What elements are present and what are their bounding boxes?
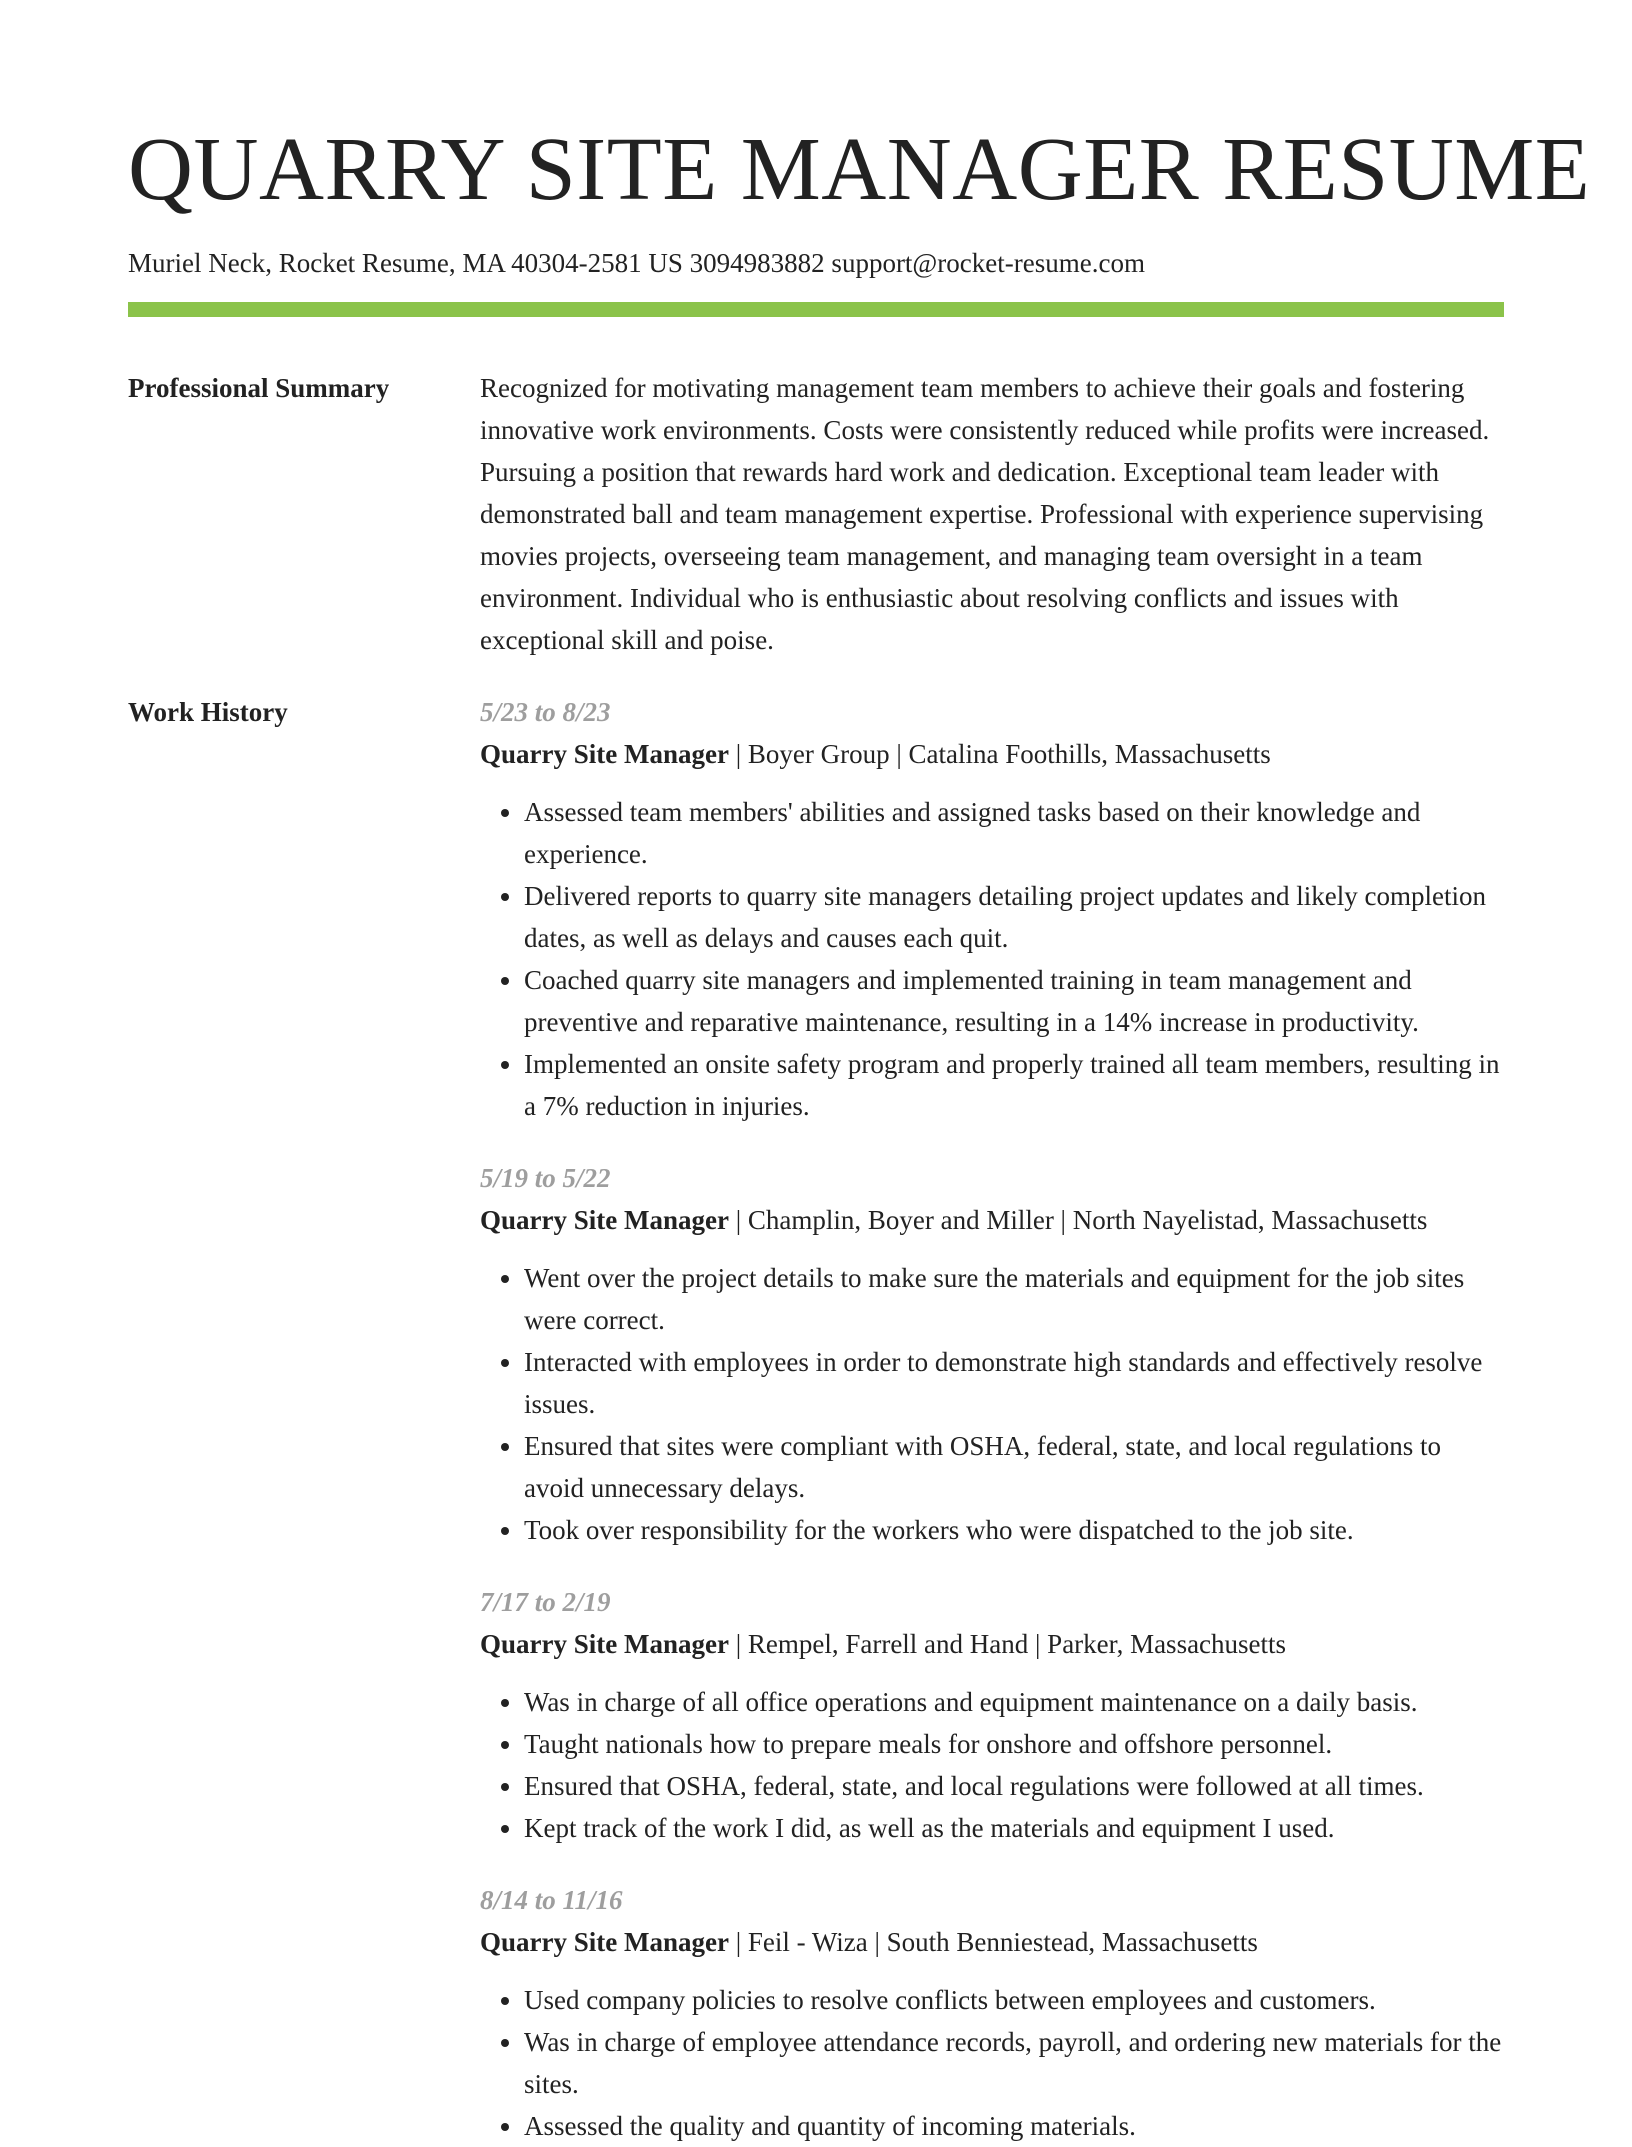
job-dates: 7/17 to 2/19 xyxy=(480,1587,611,1617)
job-entry xyxy=(480,691,1504,1127)
accent-divider xyxy=(128,302,1504,317)
job-bullet: • Took over responsibility for the workers who were dispatched to the job site. xyxy=(524,1509,1504,1551)
section-label-work-history: Work History xyxy=(128,697,288,727)
job-heading xyxy=(480,733,1504,775)
job-dates: 5/19 to 5/22 xyxy=(480,1163,611,1193)
work-history-section xyxy=(128,691,1504,2147)
job-bullet: • Delivered reports to quarry site managers detailing project updates and likely completion dates, as well as delays and causes each quit. xyxy=(524,875,1504,959)
job-bullet: • Went over the project details to make sure the materials and equipment for the job sites were correct. xyxy=(524,1257,1504,1341)
job-dates: 8/14 to 11/16 xyxy=(480,1885,623,1915)
job-bullet: • Ensured that sites were compliant with OSHA, federal, state, and local regulations to avoid unnecessary delays. xyxy=(524,1425,1504,1509)
job-bullet: • Kept track of the work I did, as well as the materials and equipment I used. xyxy=(524,1807,1504,1849)
job-bullet: • Assessed team members' abilities and assigned tasks based on their knowledge and experience. xyxy=(524,791,1504,875)
job-details: | Champlin, Boyer and Miller | North Nayelistad, Massachusetts xyxy=(728,1205,1428,1235)
job-bullets xyxy=(480,1681,1504,1849)
work-history-list xyxy=(480,691,1504,2147)
job-bullet: • Interacted with employees in order to demonstrate high standards and effectively resolve issues. xyxy=(524,1341,1504,1425)
job-bullet: • Used company policies to resolve conflicts between employees and customers. xyxy=(524,1979,1504,2021)
job-bullet: • Ensured that OSHA, federal, state, and local regulations were followed at all times. xyxy=(524,1765,1504,1807)
job-dates: 5/23 to 8/23 xyxy=(480,697,611,727)
job-bullet: • Assessed the quality and quantity of incoming materials. xyxy=(524,2105,1504,2147)
job-entry xyxy=(480,1581,1504,1849)
job-bullet: • Coached quarry site managers and implemented training in team management and preventive and reparative maintenance, resulting in a 14% increase in productivity. xyxy=(524,959,1504,1043)
resume-title: QUARRY SITE MANAGER RESUME xyxy=(128,120,1591,219)
job-title: Quarry Site Manager xyxy=(480,1629,729,1659)
job-heading xyxy=(480,1921,1504,1963)
job-bullet: • Was in charge of employee attendance records, payroll, and ordering new materials for the sites. xyxy=(524,2021,1504,2105)
job-details: | Boyer Group | Catalina Foothills, Massachusetts xyxy=(728,739,1271,769)
job-bullet: • Taught nationals how to prepare meals for onshore and offshore personnel. xyxy=(524,1723,1504,1765)
resume-page xyxy=(128,0,1591,2147)
job-details: | Rempel, Farrell and Hand | Parker, Massachusetts xyxy=(728,1629,1287,1659)
job-heading xyxy=(480,1623,1504,1665)
job-details: | Feil - Wiza | South Benniestead, Massachusetts xyxy=(728,1927,1258,1957)
job-bullets xyxy=(480,1257,1504,1551)
job-heading xyxy=(480,1199,1504,1241)
job-entry xyxy=(480,1157,1504,1551)
professional-summary-section xyxy=(128,367,1504,661)
job-title: Quarry Site Manager xyxy=(480,739,729,769)
summary-text: Recognized for motivating management team members to achieve their goals and fostering innovative work environments. Costs were consistently reduced while profits were increased. Pursuing a position that rewards hard work and dedication. Exceptional team leader with demonstrated ball and team management expertise. Professional with experience supervising movies projects, overseeing team management, and managing team oversight in a team environment. Individual who is enthusiastic about resolving conflicts and issues with exceptional skill and poise. xyxy=(480,373,1490,655)
summary-body xyxy=(480,367,1504,661)
job-bullets xyxy=(480,1979,1504,2147)
job-bullets xyxy=(480,791,1504,1127)
job-bullet: • Implemented an onsite safety program and properly trained all team members, resulting in a 7% reduction in injuries. xyxy=(524,1043,1504,1127)
job-title: Quarry Site Manager xyxy=(480,1927,729,1957)
contact-line: Muriel Neck, Rocket Resume, MA 40304-2581 US 3094983882 support@rocket-resume.com xyxy=(128,248,1145,278)
job-title: Quarry Site Manager xyxy=(480,1205,729,1235)
job-bullet: • Was in charge of all office operations and equipment maintenance on a daily basis. xyxy=(524,1681,1504,1723)
section-label-professional-summary: Professional Summary xyxy=(128,373,390,403)
job-entry xyxy=(480,1879,1504,2147)
